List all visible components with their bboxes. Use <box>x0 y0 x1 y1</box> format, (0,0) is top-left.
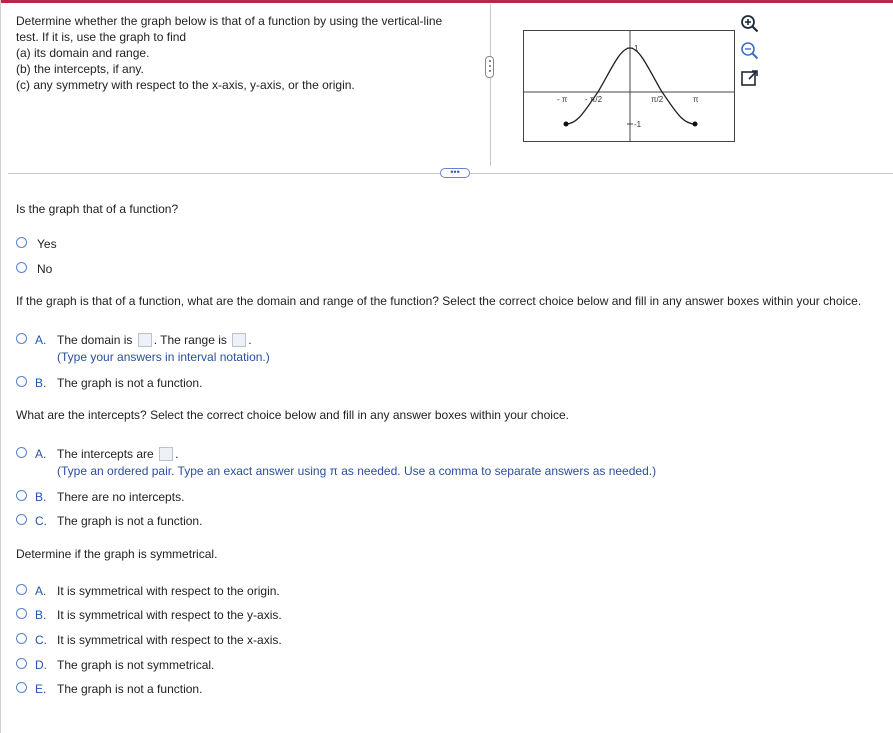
radio-button[interactable] <box>16 490 27 501</box>
left-border <box>0 0 1 733</box>
vertical-divider <box>490 4 491 166</box>
right-endpoint <box>693 122 698 127</box>
y-tick-label: 1 <box>634 44 639 53</box>
radio-button[interactable] <box>16 584 27 595</box>
option-letter: B. <box>35 376 47 390</box>
option-intercepts-a[interactable] <box>16 446 656 480</box>
range-answer-box[interactable] <box>232 333 246 347</box>
option-letter: A. <box>35 447 47 461</box>
option-text: It is symmetrical with respect to the origin. <box>57 584 280 598</box>
x-tick-label: - π/2 <box>585 95 603 104</box>
radio-button[interactable] <box>16 608 27 619</box>
option-domain-range-b[interactable] <box>16 375 202 392</box>
domain-answer-box[interactable] <box>138 333 152 347</box>
graph-frame <box>524 31 735 142</box>
radio-button[interactable] <box>16 333 27 344</box>
x-tick-label: π <box>693 95 699 104</box>
option-text: It is symmetrical with respect to the x-axis. <box>57 633 282 647</box>
option-symmetry-a[interactable] <box>16 583 280 600</box>
y-tick-label: -1 <box>634 120 642 129</box>
option-letter: D. <box>35 658 47 672</box>
option-intercepts-c[interactable] <box>16 513 202 530</box>
option-symmetry-e[interactable] <box>16 681 202 698</box>
problem-line: Determine whether the graph below is that of a function by using the vertical-line <box>16 14 443 28</box>
option-letter: E. <box>35 682 47 696</box>
option-text: The graph is not a function. <box>57 376 203 390</box>
question-function: Is the graph that of a function? <box>16 202 179 216</box>
option-text: The graph is not a function. <box>57 514 203 528</box>
option-label: No <box>37 262 53 276</box>
option-intercepts-b[interactable] <box>16 489 184 506</box>
radio-button[interactable] <box>16 514 27 525</box>
option-yes[interactable] <box>16 236 57 253</box>
option-letter: A. <box>35 584 47 598</box>
zoom-in-icon[interactable] <box>740 14 760 34</box>
question-domain-range: If the graph is that of a function, what are the domain and range of the function? Select the correct choice below and fill in any answer boxes within your choice. <box>16 294 862 308</box>
question-symmetry: Determine if the graph is symmetrical. <box>16 547 218 561</box>
option-text: . The range is <box>153 333 227 347</box>
option-letter: B. <box>35 608 47 622</box>
answer-hint: (Type your answers in interval notation.) <box>57 350 270 364</box>
option-text: . <box>248 333 252 347</box>
problem-line: (b) the intercepts, if any. <box>16 62 144 76</box>
graph-tools <box>740 14 764 95</box>
problem-line: (c) any symmetry with respect to the x-axis, y-axis, or the origin. <box>16 78 355 92</box>
radio-button[interactable] <box>16 633 27 644</box>
option-text: The graph is not a function. <box>57 682 203 696</box>
vertical-resize-handle[interactable] <box>485 56 494 78</box>
x-tick-label: - π <box>557 95 568 104</box>
answer-hint: (Type an ordered pair. Type an exact answer using π as needed. Use a comma to separate answers as needed.) <box>57 464 657 478</box>
option-letter: A. <box>35 333 47 347</box>
function-graph <box>523 30 735 142</box>
zoom-out-icon[interactable] <box>740 41 760 61</box>
question-intercepts: What are the intercepts? Select the correct choice below and fill in any answer boxes within your choice. <box>16 408 569 422</box>
option-no[interactable] <box>16 261 52 278</box>
radio-button[interactable] <box>16 376 27 387</box>
radio-button[interactable] <box>16 447 27 458</box>
option-domain-range-a[interactable] <box>16 332 270 366</box>
option-text: The domain is <box>57 333 133 347</box>
radio-button[interactable] <box>16 237 27 248</box>
option-letter: B. <box>35 490 47 504</box>
option-symmetry-c[interactable] <box>16 632 282 649</box>
top-accent-bar <box>0 0 893 3</box>
option-text: It is symmetrical with respect to the y-axis. <box>57 608 282 622</box>
option-text: The intercepts are <box>57 447 154 461</box>
problem-line: (a) its domain and range. <box>16 46 150 60</box>
problem-line: test. If it is, use the graph to find <box>16 30 187 44</box>
radio-button[interactable] <box>16 262 27 273</box>
option-text: . <box>175 447 179 461</box>
left-endpoint <box>564 122 569 127</box>
option-label: Yes <box>37 237 57 251</box>
option-text: There are no intercepts. <box>57 490 185 504</box>
problem-statement <box>16 13 456 93</box>
option-symmetry-d[interactable] <box>16 657 214 674</box>
radio-button[interactable] <box>16 682 27 693</box>
option-letter: C. <box>35 633 47 647</box>
x-tick-label: π/2 <box>651 95 664 104</box>
horizontal-resize-handle[interactable]: ••• <box>440 168 470 178</box>
option-symmetry-b[interactable] <box>16 607 282 624</box>
option-text: The graph is not symmetrical. <box>57 658 215 672</box>
popout-icon[interactable] <box>740 68 760 88</box>
radio-button[interactable] <box>16 658 27 669</box>
option-letter: C. <box>35 514 47 528</box>
intercepts-answer-box[interactable] <box>159 447 173 461</box>
